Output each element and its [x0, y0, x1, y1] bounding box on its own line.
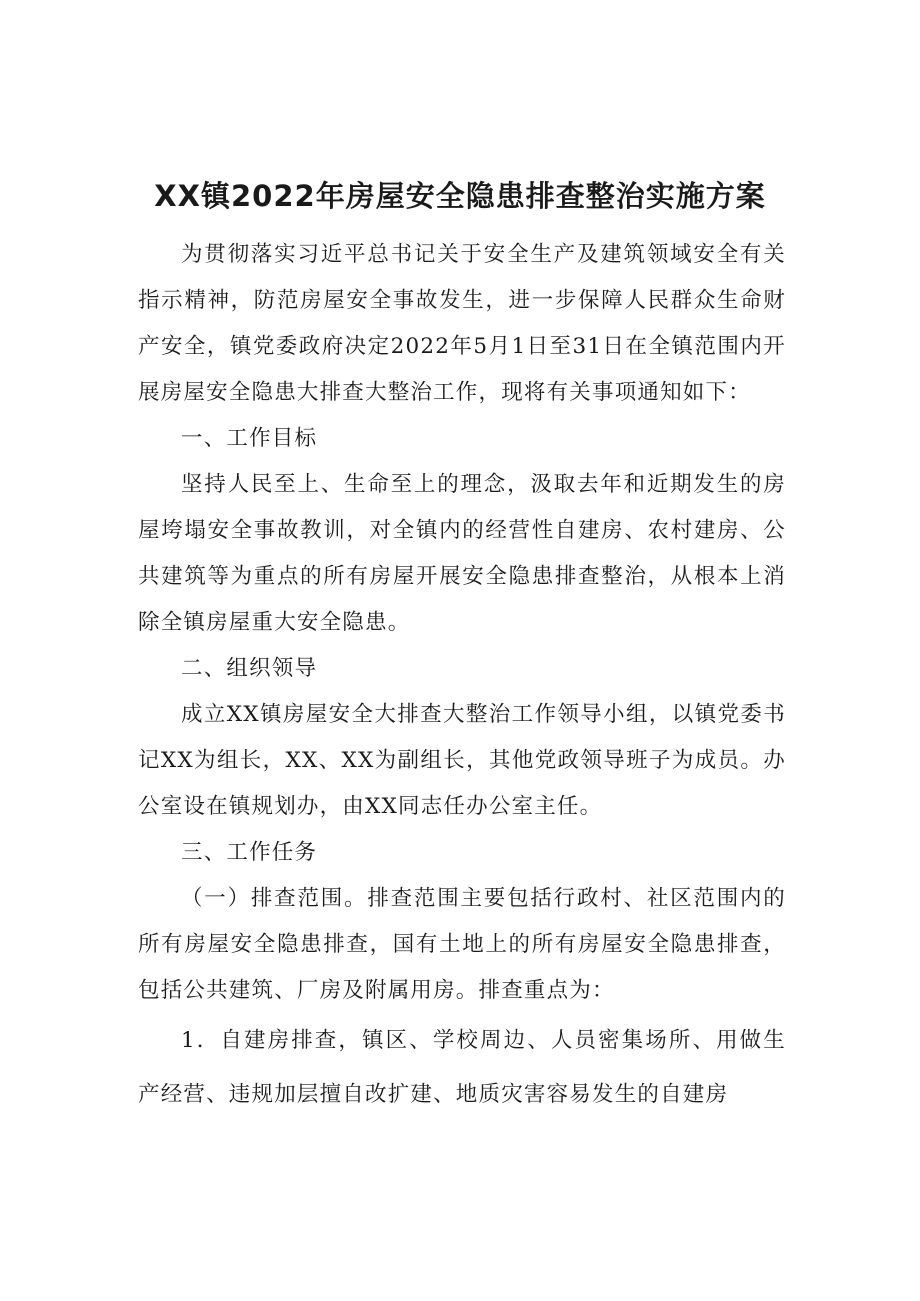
section-heading-work-tasks: 三、工作任务 [181, 840, 318, 865]
work-goal-paragraph: 坚持人民至上、生命至上的理念，汲取去年和近期发生的房屋垮塌安全事故教训，对全镇内的经营性自建房、农村建房、公共建筑等为重点的所有房屋开展安全隐患排查整治，从根本上消除全镇房屋重大安全隐患。 [138, 472, 786, 635]
inspection-scope-paragraph: （一）排查范围。排查范围主要包括行政村、社区范围内的所有房屋安全隐患排查，国有土地上的所有房屋安全隐患排查，包括公共建筑、厂房及附属用房。排查重点为： [138, 886, 786, 1003]
document-title: XX镇2022年房屋安全隐患排查整治实施方案 [154, 179, 766, 213]
organization-paragraph: 成立XX镇房屋安全大排查大整治工作领导小组，以镇党委书记XX为组长，XX、XX为副组长，其他党政领导班子为成员。办公室设在镇规划办，由XX同志任办公室主任。 [138, 702, 786, 819]
document-body [138, 232, 786, 1122]
self-built-housing-paragraph: 1．自建房排查，镇区、学校周边、人员密集场所、用做生产经营、违规加层擅自改扩建、地质灾害容易发生的自建房 [138, 1028, 786, 1107]
section-heading-work-goal: 一、工作目标 [181, 426, 318, 451]
section-heading-organization: 二、组织领导 [181, 656, 318, 681]
intro-paragraph: 为贯彻落实习近平总书记关于安全生产及建筑领域安全有关指示精神，防范房屋安全事故发生，进一步保障人民群众生命财产安全，镇党委政府决定2022年5月1日至31日在全镇范围内开展房屋安全隐患大排查大整治工作，现将有关事项通知如下： [138, 242, 786, 405]
